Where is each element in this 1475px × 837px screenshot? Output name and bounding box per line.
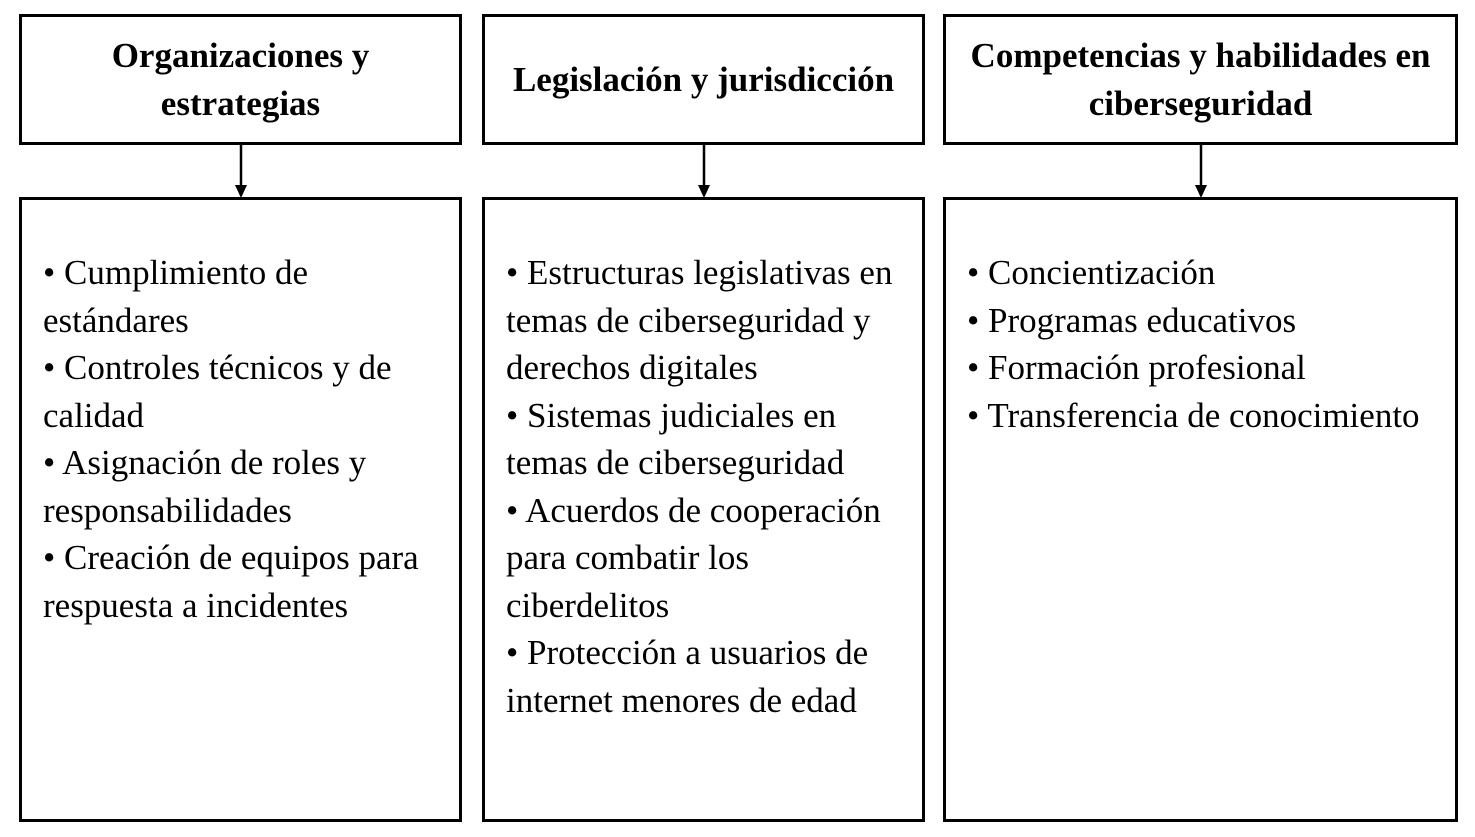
header-box-legislacion (482, 14, 925, 145)
list-item: • Asignación de roles y responsabilidades (43, 443, 367, 530)
arrow-down-icon (232, 145, 250, 198)
list-box-legislacion (482, 197, 925, 822)
list-item: • Controles técnicos y de calidad (43, 348, 392, 435)
list-item: • Sistemas judiciales en temas de ciberseguridad (506, 395, 845, 482)
column-legislacion (482, 0, 925, 837)
header-title: Legislación y jurisdicción (512, 59, 895, 99)
list-box-competencias (943, 197, 1458, 822)
column-competencias (943, 0, 1458, 837)
list-item: • Transferencia de conocimiento (967, 395, 1420, 435)
list-item: • Creación de equipos para respuesta a incidentes (43, 538, 419, 625)
list-item: • Estructuras legislativas en temas de ciberseguridad y derechos digitales (506, 253, 893, 387)
arrow-down-icon (695, 145, 713, 198)
header-title: Organizaciones y estrategias (111, 35, 370, 123)
list-box-organizaciones (19, 197, 462, 822)
list-item: • Cumplimiento de estándares (43, 253, 309, 340)
column-organizaciones (19, 0, 462, 837)
header-box-competencias (943, 14, 1458, 145)
list-item: • Formación profesional (967, 348, 1306, 387)
header-title: Competencias y habilidades en ciberseguridad (970, 35, 1431, 123)
header-box-organizaciones (19, 14, 462, 145)
list-item: • Protección a usuarios de internet menores de edad (506, 633, 869, 720)
list-item: • Acuerdos de cooperación para combatir los ciberdelitos (506, 490, 881, 625)
list-item: • Concientización (967, 253, 1216, 292)
arrow-down-icon (1192, 145, 1210, 198)
list-item: • Programas educativos (967, 300, 1297, 340)
